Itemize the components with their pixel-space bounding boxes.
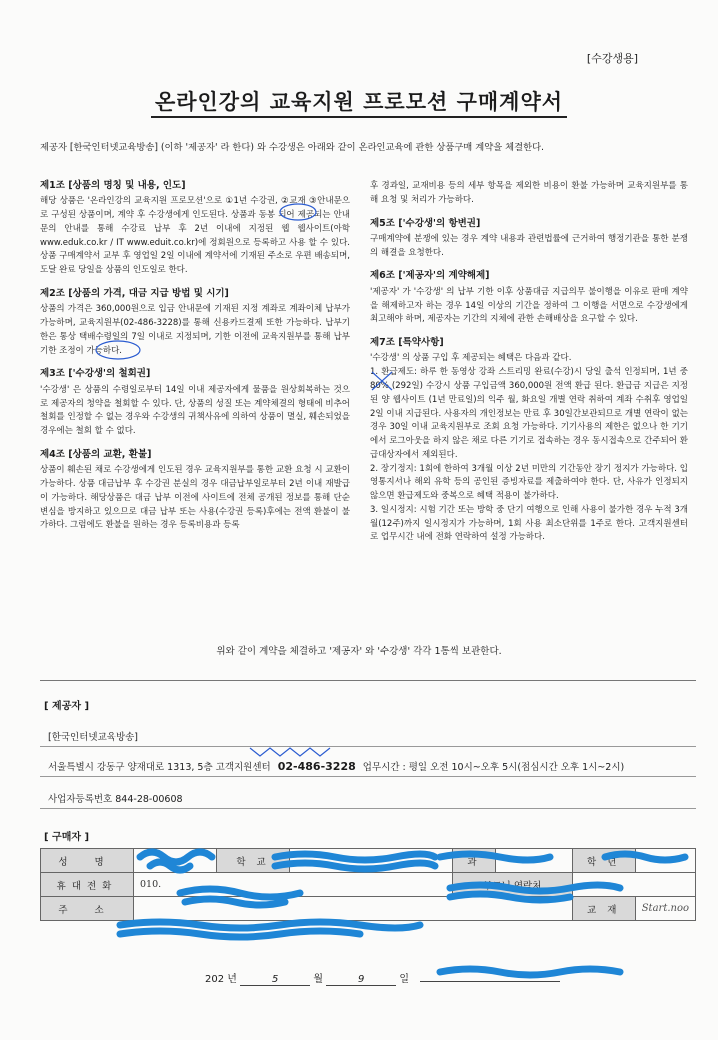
month-label: 월 [313,974,323,985]
article-4-continued [370,180,688,208]
special-term-refund: 1. 환급제도: 하루 한 동영상 강좌 스트리밍 완료(수강)시 당일 출석 인정되며, 1년 중 80% (292일) 수강시 상품 구입금액 360,000원 전액 환급 된다. 환급금 지급은 지정된 양 웹사이트 (1년 만료일)의 익주 월, 화요일 개별 연락 취하여 계좌 수취후 영업일 2일 이내 지급된다. 사용자의 개인정보는 만료 후 30일간보관되므로 개별 연락이 없는 경우 30일 이내 교육지원부로 조회 요청 가능하다. 기기사용의 제한은 없으나 한 기기에서 로그아웃을 하지 않은 채로 다른 기기로 접속하는 경우 동시접속으로 간주되어 환급대상자에서 제외된다. [370,367,688,460]
school-label: 학 교 [217,849,290,873]
day-label: 일 [399,974,410,985]
phone-label: 휴대전화 [41,873,134,897]
year-label: 년 [227,974,237,985]
article-1 [40,178,350,278]
school-field[interactable] [290,849,453,873]
article-body: 후 경과일, 교재비용 등의 세부 항목을 제외한 비용이 환불 가능하며 교육지원부를 통해 요청 및 처리가 가능하다. [370,181,688,205]
provider-business-no: 사업자등록번호 844-28-00608 [40,788,696,809]
provider-address-row [40,756,696,777]
copy-tag: [수강생용] [586,52,638,65]
name-field[interactable] [134,849,217,873]
article-heading: 제2조 [상품의 가격, 대금 지급 방법 및 시기] [40,287,229,299]
article-body: 해당 상품은 '온라인강의 교육지원 프로모션'으로 ①1년 수강권, ②교재 ③안내문으로 구성된 상품이며, 계약 후 수강생에게 인도된다. 상품과 동봉 되어 제공되는 안내문의 안내를 통해 수강료 납부 후 2년 이내에 지정된 웹 웹사이트(아학 www.eduk.co.kr / IT www.eduit.co.kr)에 정회원으로 등록하고 사용 할 수 있다. 상품 구매계약서 교부 후 영업일 2일 이내에 계약서에 기재된 주소로 우편 배송되며, 도달 완료 당일을 상품의 인도일로 한다. [40,196,350,276]
provider-address: 서울특별시 강동구 양재대로 1313, 5층 고객지원센터 [48,762,271,773]
grade-label: 학 년 [572,849,635,873]
textbook-label: 교 재 [572,897,635,921]
address-label: 주 소 [41,897,134,921]
address-field[interactable] [134,897,573,921]
article-7 [370,335,688,545]
article-2 [40,286,350,358]
article-heading: 제3조 ['수강생'의 철회권] [40,368,151,380]
contract-title: 온라인강의 교육지원 프로모션 구매계약서 [0,86,718,116]
dept-label: 과 [453,849,496,873]
buyer-label: [ 구매자 ] [44,832,90,843]
left-column [40,178,350,541]
provider-phone: 02-486-3228 [277,760,356,773]
textbook-field[interactable]: Start.noo [635,897,695,921]
article-body: 상품의 가격은 360,000원으로 입금 안내문에 기재된 지정 계좌로 계좌이체 납부가 가능하며, 교육지원부(02-486-3228)를 통해 신용카드결제 또한 가능하다. 납부기한은 통상 택배수령일의 7일 이내로 지정되며, 기한 이전에 교육지원부를 통해 납부 기한 조정이 가능하다. [40,304,350,356]
phone-field[interactable]: 010. [134,873,453,897]
grade-field[interactable] [635,849,695,873]
article-4 [40,447,350,533]
special-term-long-pause: 2. 장기정지: 1회에 한하여 3개월 이상 2년 미만의 기간동안 장기 정지가 가능하다. 입영통지서나 해외 유학 등의 공인된 증빙자료를 제출하여야 한다. 단, 사유가 인정되지 않으면 환급제도와 중복으로 혜택 적용이 불가하다. [370,463,688,502]
article-body: '수강생' 은 상품의 수령일로부터 14일 이내 제공자에게 물품을 원상회복하는 것으로 제공자의 청약을 철회할 수 있다. 단, 상품의 성질 또는 계약체결의 형태에 비추어 철회를 인정할 수 없는 경우와 수강생의 귀책사유에 의하여 상품이 멸실, 훼손되었을 경우에는 철회 할 수 없다. [40,384,350,437]
conclusion-text: 위와 같이 계약을 체결하고 '제공자' 와 '수강생' 각각 1통씩 보관한다. [216,646,502,657]
parent-contact-field[interactable] [572,873,695,897]
buyer-row-address [41,897,696,921]
name-label: 성 명 [41,849,134,873]
article-body: 구매계약에 분쟁에 있는 경우 계약 내용과 관련법률에 근거하여 행정기관을 통한 분쟁의 해결을 요청한다. [370,233,688,258]
provider-name: [한국인터넷교육방송] [40,726,696,747]
provider-label: [ 제공자 ] [44,701,90,712]
article-6 [370,268,688,327]
contract-date [205,970,560,986]
intro-text: 제공자 [한국인터넷교육방송] (이하 '제공자' 라 한다) 와 수강생은 아래와 같이 온라인교육에 관한 상품구매 계약을 체결한다. [40,142,545,153]
divider [40,680,696,681]
article-5 [370,216,688,261]
special-term-temp-pause: 3. 일시정지: 시험 기간 또는 방학 중 단기 여행으로 인해 사용이 불가한 경우 누적 3개월(12주)까지 일시정지가 가능하며, 1회 사용 최소단위를 1주로 한다. 고객지원센터로 업무시간 내에 전화 연락하여 설정 가능하다. [370,504,688,543]
dept-field[interactable] [496,849,573,873]
buyer-table [40,848,696,921]
article-heading: 제7조 [특약사항] [370,337,444,349]
month-field[interactable]: 5 [240,974,310,986]
article-body: '수강생' 의 상품 구입 후 제공되는 혜택은 다음과 같다. [370,353,572,364]
buyer-row-phone [41,873,696,897]
parent-contact-label: 부모님 연락처 [453,873,573,897]
article-heading: 제1조 [상품의 명칭 및 내용, 인도] [40,180,186,191]
article-heading: 제5조 ['수강생'의 항변권] [370,217,481,229]
article-heading: 제4조 [상품의 교환, 환불] [40,448,152,460]
article-body: '제공자' 가 '수강생' 의 납부 기한 이후 상품대금 지급의무 불이행을 이유로 판매 계약을 해제하고자 하는 경우 14일 이상의 기간을 정하여 그 이행을 서면으로 수강생에게 최고해야 하며, 제공자는 기간의 지체에 관한 손해배상을 요구할 수 있다. [370,286,688,325]
right-column [370,180,688,553]
article-heading: 제6조 ['제공자'의 계약해제] [370,270,490,282]
provider-hours: 업무시간 : 평일 오전 10시~오후 5시(점심시간 오후 1시~2시) [362,762,625,773]
article-3 [40,366,350,438]
buyer-row-name [41,849,696,873]
article-body: 상품이 훼손된 채로 수강생에게 인도된 경우 교육지원부를 통한 교환 요청 시 교환이 가능하다. 상품 대금납부 후 수강권 분실의 경우 대금납부일로부터 2년 이내 재발급이 가능하다. 해당상품은 대금 납부 이전에 사이트에 전체 공개된 정보를 통해 단순변심을 방지하고 있으므로 대금 납부 또는 사용(수강권 등록)후에는 전액 환불이 불가하다. 그럼에도 환불을 원하는 경우 등록비용과 등록 [40,465,350,531]
day-field[interactable]: 9 [326,974,396,986]
year-prefix: 202 [205,974,225,985]
